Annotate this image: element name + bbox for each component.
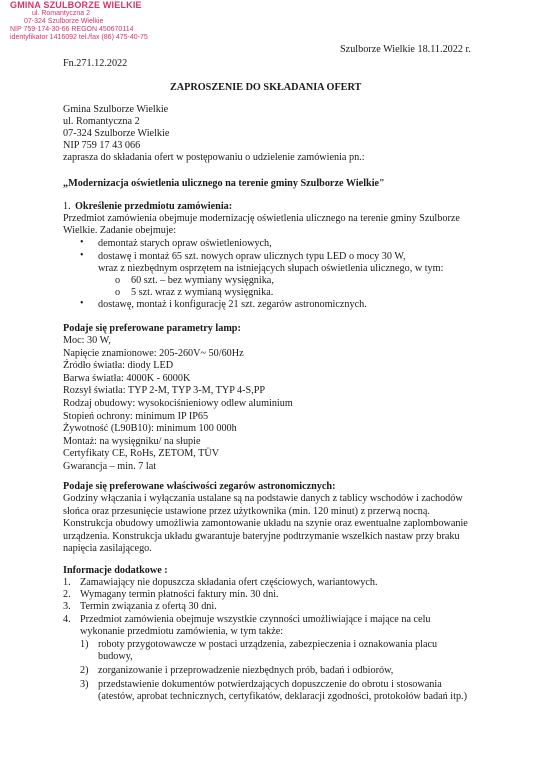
lamp-param: Stopień ochrony: minimum IP IP65 xyxy=(63,410,209,422)
clocks-text-line: Konstrukcja obudowy umożliwia zamontowanie układu na szynie oraz ewentualne zaplombowanie xyxy=(63,518,468,530)
sender-city: 07-324 Szulborze Wielkie xyxy=(63,128,170,139)
sender-nip: NIP 759 17 43 066 xyxy=(63,140,141,151)
clocks-heading: Podaje się preferowane właściwości zegarów astronomicznych: xyxy=(63,481,336,492)
lamp-param: Źródło światła: diody LED xyxy=(63,360,174,372)
bullet-icon: • xyxy=(80,237,84,248)
bullet-icon: • xyxy=(80,250,84,261)
stamp-nip: NIP 759-174-30-66 REGON 450670114 xyxy=(10,25,134,33)
lamp-params-heading: Podaje się preferowane parametry lamp: xyxy=(63,323,241,334)
subitem-text: zorganizowanie i przeprowadzenie niezbędnych prób, badań i odbiorów, xyxy=(98,665,394,676)
bullet-icon: • xyxy=(80,298,84,309)
lamp-param: Montaż: na wysięgniku/ na słupie xyxy=(63,435,201,447)
extra-item-number: 1. xyxy=(63,577,71,588)
address-stamp xyxy=(10,0,148,41)
scope-item-1: demontaż starych opraw oświetleniowych, xyxy=(98,238,272,249)
stamp-contact: identyfikator 1416092 tel./fax (86) 475-40-75 xyxy=(10,33,148,41)
subitem-text: przedstawienie dokumentów potwierdzających dopuszczenie do obrotu i stosowania xyxy=(98,679,442,690)
lamp-param: Rodzaj obudowy: wysokociśnieniowy odlew aluminium xyxy=(63,397,293,409)
lamp-params-list xyxy=(63,335,293,474)
lamp-param: Napięcie znamionowe: 205-260V~ 50/60Hz xyxy=(63,347,244,359)
stamp-street: ul. Romantyczna 2 xyxy=(32,10,90,18)
subitem-number: 3) xyxy=(80,679,89,690)
lamp-param: Gwarancja – min. 7 lat xyxy=(63,460,157,472)
lamp-param: Barwa światła: 4000K - 6000K xyxy=(63,372,191,384)
subitem-text: roboty przygotowawcze w postaci urządzenia, zabezpieczenia i oznakowania placu xyxy=(98,639,438,650)
extra-item-text: Zamawiający nie dopuszcza składania ofert częściowych, wariantowych. xyxy=(80,577,378,588)
subitem-text-continued: budowy, xyxy=(98,651,133,662)
section1-heading: Określenie przedmiotu zamówienia: xyxy=(75,201,233,212)
section1-intro-line2: Wielkie. Zadanie obejmuje: xyxy=(63,225,177,236)
stamp-name: GMINA SZULBORZE WIELKIE xyxy=(10,0,142,10)
scope-item-2-line2: wraz z niezbędnym osprzętem na istniejących słupach oświetlenia ulicznego, w tym: xyxy=(98,263,444,274)
invitation-text: zaprasza do składania ofert w postępowaniu o udzielenie zamówienia pn.: xyxy=(63,152,365,163)
extra-item-text: Termin związania z ofertą 30 dni. xyxy=(80,601,217,612)
extra-item-text-continued: wykonanie przedmiotu zamówienia, w tym także: xyxy=(80,626,284,637)
clocks-text-line: słońca oraz przesunięcie ustawione przez użytkownika (min. 120 minut) z przerwą nocną. xyxy=(63,505,430,517)
lamp-param: Certyfikaty CE, RoHs, ZETOM, TÜV xyxy=(63,448,220,460)
document-title: ZAPROSZENIE DO SKŁADANIA OFERT xyxy=(170,82,362,93)
extra-item-text: Przedmiot zamówienia obejmuje wszystkie czynności umożliwiające i mające na celu xyxy=(80,614,431,625)
scope-item-2-line1: dostawę i montaż 65 szt. nowych opraw ulicznych typu LED o mocy 30 W, xyxy=(98,251,406,262)
lamp-param: Żywotność (L90B10): minimum 100 000h xyxy=(63,423,237,435)
extra-info-heading: Informacje dodatkowe : xyxy=(63,565,168,576)
reference-number: Fn.271.12.2022 xyxy=(63,58,128,69)
circle-bullet-icon: o xyxy=(115,287,121,298)
extra-item-number: 2. xyxy=(63,589,71,600)
clocks-text-line: napięcia zasilającego. xyxy=(63,543,152,555)
subitem-number: 1) xyxy=(80,639,89,650)
clocks-text-line: urządzenia. Konstrukcja układu gwarantuje bateryjne podtrzymanie wszelkich nastaw przy braku xyxy=(63,530,460,542)
place-date: Szulborze Wielkie 18.11.2022 r. xyxy=(340,44,471,55)
scope-item-3: dostawę, montaż i konfigurację 21 szt. zegarów astronomicznych. xyxy=(98,299,367,310)
extra-item-number: 3. xyxy=(63,601,71,612)
stamp-city: 07-324 Szulborze Wielkie xyxy=(24,17,104,25)
sender-name: Gmina Szulborze Wielkie xyxy=(63,104,169,115)
project-name: „Modernizacja oświetlenia ulicznego na terenie gminy Szulborze Wielkie" xyxy=(63,178,385,189)
lamp-param: Moc: 30 W, xyxy=(63,335,111,346)
subitem-text-continued: (atestów, aprobat technicznych, certyfikatów, deklaracji zgodności, protokołów badań itp.) xyxy=(98,691,467,702)
scope-subitem-1: 60 szt. – bez wymiany wysięgnika, xyxy=(131,275,274,286)
clocks-text-line: Godziny włączania i wyłączania ustalane są na podstawie danych z tablicy wschodów i zachodów xyxy=(63,493,463,504)
scope-subitem-2: 5 szt. wraz z wymianą wysięgnika. xyxy=(131,287,274,298)
extra-item-text: Wymagany termin płatności faktury min. 30 dni. xyxy=(80,589,279,600)
extra-item-number: 4. xyxy=(63,614,71,625)
section1-number: 1. xyxy=(63,201,71,212)
sender-street: ul. Romantyczna 2 xyxy=(63,116,140,127)
subitem-number: 2) xyxy=(80,665,89,676)
clocks-description xyxy=(63,493,468,556)
circle-bullet-icon: o xyxy=(115,275,121,286)
section1-intro-line1: Przedmiot zamówienia obejmuje modernizację oświetlenia ulicznego na terenie gminy Szulborze xyxy=(63,213,460,224)
lamp-param: Rozsył światła: TYP 2-M, TYP 3-M, TYP 4-S,PP xyxy=(63,385,266,397)
